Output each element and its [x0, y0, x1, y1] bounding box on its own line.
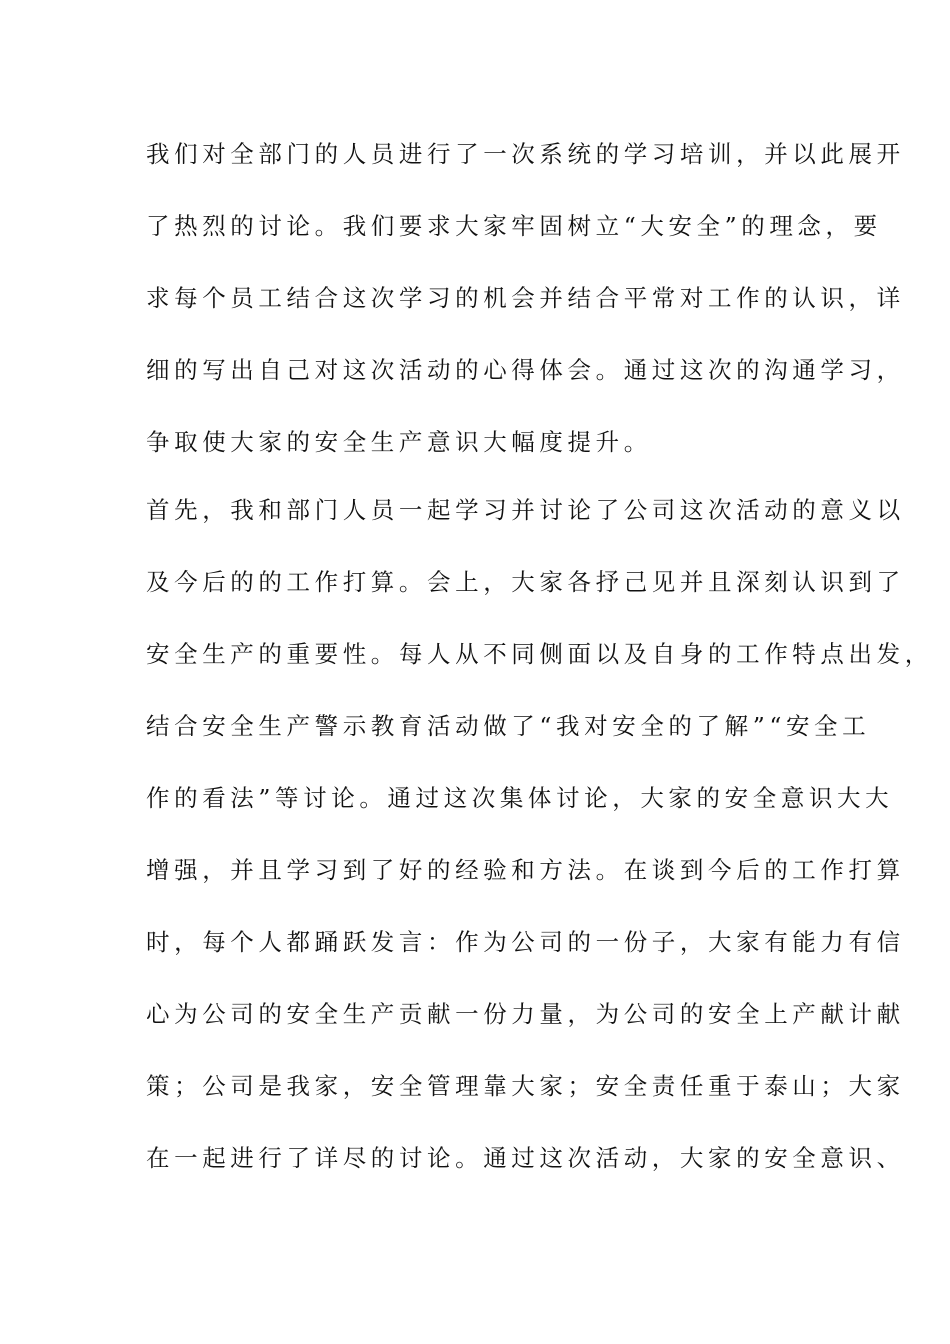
text-line: 我们对全部门的人员进行了一次系统的学习培训，并以此展开: [146, 140, 905, 168]
text-line: 安全生产的重要性。每人从不同侧面以及自身的工作特点出发，: [146, 640, 933, 668]
text-line: 在一起进行了详尽的讨论。通过这次活动，大家的安全意识、: [146, 1144, 905, 1172]
text-line: 求每个员工结合这次学习的机会并结合平常对工作的认识，详: [146, 284, 905, 312]
text-line: 首先，我和部门人员一起学习并讨论了公司这次活动的意义以: [146, 496, 905, 524]
text-line: 了热烈的讨论。我们要求大家牢固树立“大安全”的理念，要: [146, 212, 882, 240]
text-line: 时，每个人都踊跃发言：作为公司的一份子，大家有能力有信: [146, 928, 905, 956]
text-line: 策；公司是我家，安全管理靠大家；安全责任重于泰山；大家: [146, 1072, 905, 1100]
text-line: 及今后的的工作打算。会上，大家各抒己见并且深刻认识到了: [146, 568, 905, 596]
text-line: 争取使大家的安全生产意识大幅度提升。: [146, 428, 652, 456]
text-line: 心为公司的安全生产贡献一份力量，为公司的安全上产献计献: [146, 1000, 905, 1028]
text-line: 增强，并且学习到了好的经验和方法。在谈到今后的工作打算: [146, 856, 905, 884]
body-text: [146, 130, 933, 1182]
text-line: 细的写出自己对这次活动的心得体会。通过这次的沟通学习，: [146, 356, 905, 384]
text-line: 作的看法”等讨论。通过这次集体讨论，大家的安全意识大大: [146, 784, 894, 812]
text-line: 结合安全生产警示教育活动做了“我对安全的了解”“安全工: [146, 712, 871, 740]
